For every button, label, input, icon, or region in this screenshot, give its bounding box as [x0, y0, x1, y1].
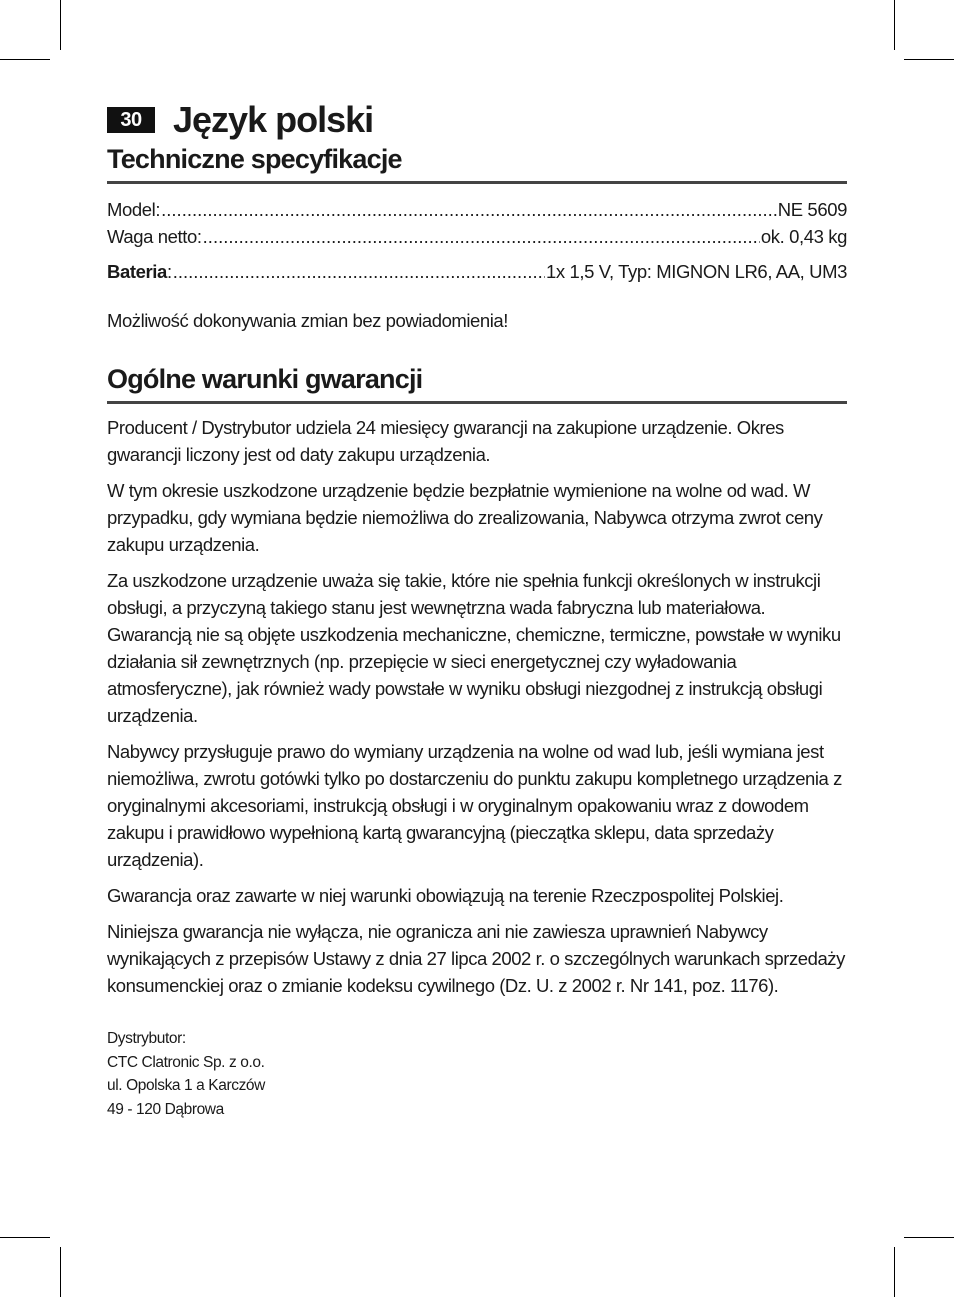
specs-heading: Techniczne specyfikacje	[107, 144, 847, 184]
language-title: Język polski	[173, 99, 374, 140]
distributor-company: CTC Clatronic Sp. z o.o.	[107, 1053, 265, 1071]
page-content	[107, 100, 847, 1121]
distributor-street: ul. Opolska 1 a Karczów	[107, 1077, 265, 1094]
warranty-paragraph: Gwarancja oraz zawarte w niej warunki obowiązują na terenie Rzeczpospolitej Polskiej.	[107, 885, 784, 906]
crop-mark	[60, 0, 61, 50]
spec-list	[107, 196, 847, 285]
warranty-body	[107, 414, 847, 999]
spec-value: 1x 1,5 V, Typ: MIGNON LR6, AA, UM3	[545, 261, 847, 282]
dot-leader	[173, 258, 545, 285]
warranty-paragraph: Niniejsza gwarancja nie wyłącza, nie ogranicza ani nie zawiesza uprawnień Nabywcy wynikających z przepisów Ustawy z dnia 27 lipca 2002 r. o szczególnych warunkach sprzedaży konsumenckiej oraz o zmianie kodeksu cywilnego (Dz. U. z 2002 r. Nr 141, poz. 1176).	[107, 921, 845, 996]
dot-leader	[161, 196, 777, 223]
warranty-paragraph: Nabywcy przysługuje prawo do wymiany urządzenia na wolne od wad lub, jeśli wymiana jest niemożliwa, zwrotu gotówki tylko po dostarczeniu do punktu zakupu kompletnego urządzenia z oryginalnymi akcesoriami, instrukcją obsługi i w oryginalnym opakowaniu wraz z dowodem zakupu i prawidłowo wypełnioną kartą gwarancyjną (pieczątka sklepu, data sprzedaży urządzenia).	[107, 741, 842, 870]
spec-value: ok. 0,43 kg	[760, 226, 847, 247]
crop-mark	[0, 59, 50, 60]
spec-row-model	[107, 196, 847, 223]
distributor-label: Dystrybutor:	[107, 1030, 186, 1047]
dot-leader	[203, 223, 760, 250]
crop-mark	[0, 1237, 50, 1238]
page-number-badge: 30	[107, 107, 155, 133]
crop-mark	[60, 1247, 61, 1297]
distributor-address	[107, 1027, 847, 1121]
change-notice: Możliwość dokonywania zmian bez powiadomienia!	[107, 310, 508, 331]
spec-label: Bateria	[107, 261, 167, 282]
spec-label: Model:	[107, 199, 161, 220]
crop-mark	[904, 1237, 954, 1238]
spec-row-battery	[107, 258, 847, 285]
language-header	[107, 100, 847, 140]
warranty-paragraph: Producent / Dystrybutor udziela 24 miesięcy gwarancji na zakupione urządzenie. Okres gwarancji liczony jest od daty zakupu urządzenia.	[107, 417, 784, 465]
spec-label: Waga netto:	[107, 226, 202, 247]
spec-row-weight	[107, 223, 847, 250]
distributor-city: 49 - 120 Dąbrowa	[107, 1100, 224, 1118]
warranty-heading: Ogólne warunki gwarancji	[107, 364, 847, 404]
spec-value: NE 5609	[777, 199, 847, 220]
warranty-paragraph: W tym okresie uszkodzone urządzenie będzie bezpłatnie wymienione na wolne od wad. W przypadku, gdy wymiana będzie niemożliwa do zrealizowania, Nabywca otrzyma zwrot ceny zakupu urządzenia.	[107, 480, 823, 555]
crop-mark	[904, 59, 954, 60]
crop-mark	[894, 1247, 895, 1297]
warranty-paragraph: Za uszkodzone urządzenie uważa się takie, które nie spełnia funkcji określonych w instrukcji obsługi, a przyczyną takiego stanu jest wewnętrzna wada fabryczna lub materiałowa. Gwarancją nie są objęte uszkodzenia mechaniczne, chemiczne, termiczne, powstałe w wyniku działania sił zewnętrznych (np. przepięcie w sieci energetycznej czy wyładowania atmosferyczne), jak również wady powstałe w wyniku obsługi niezgodnej z instrukcją obsługi urządzenia.	[107, 570, 841, 726]
crop-mark	[894, 0, 895, 50]
spec-label-colon: :	[166, 261, 172, 282]
